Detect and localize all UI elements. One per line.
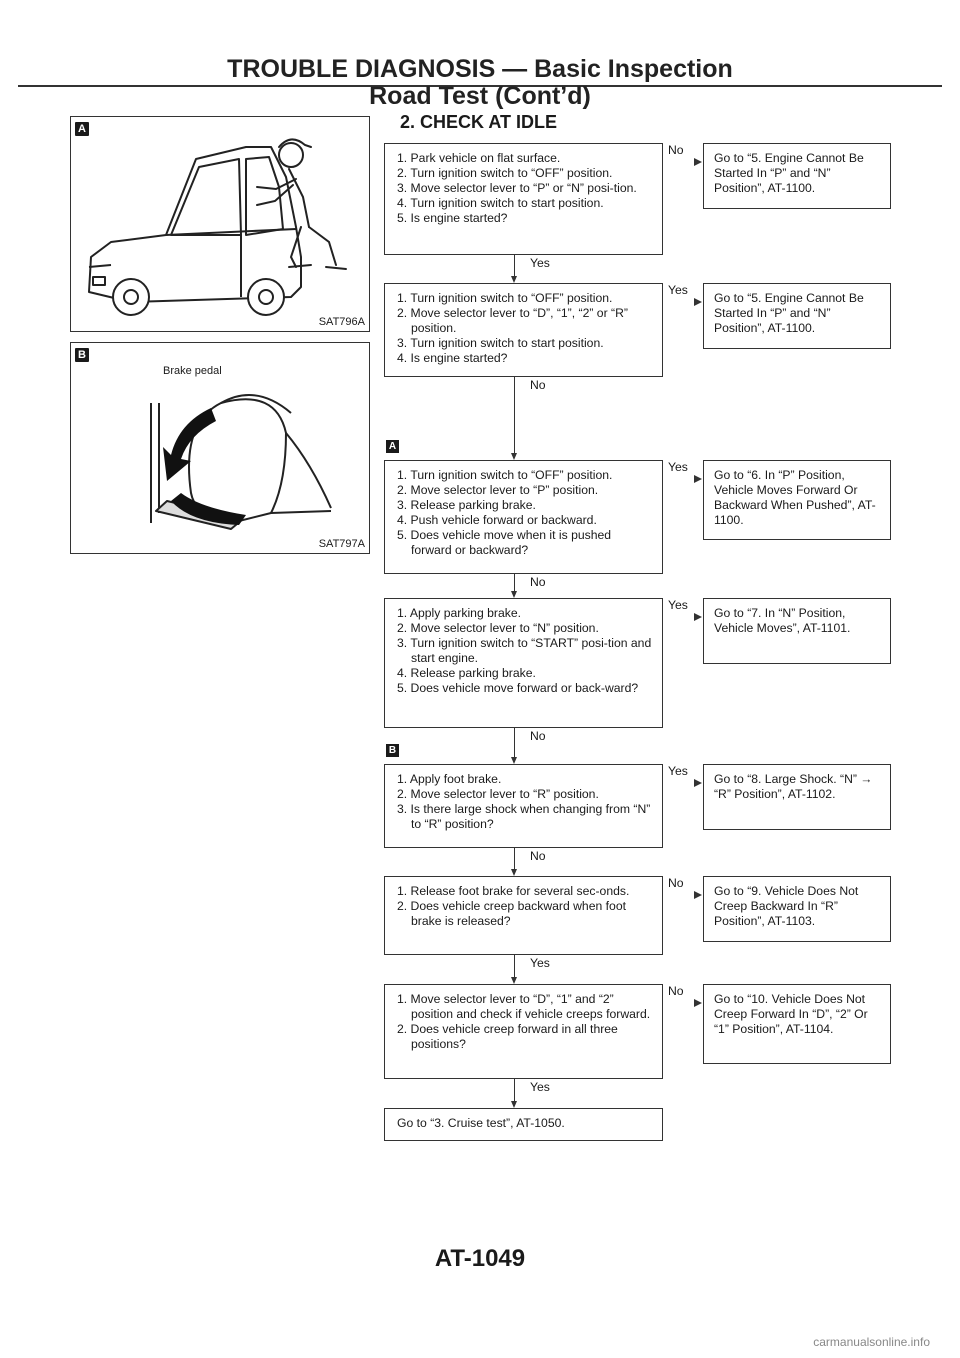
flow-step-line: 2. Move selector lever to “R” position. [397, 787, 599, 801]
flow-step-box [384, 283, 663, 377]
flow-connector-line [514, 377, 515, 454]
flow-down-arrow [511, 276, 517, 283]
flow-step-line: 5. Does vehicle move forward or back-ward? [397, 681, 639, 695]
flow-connector-line [514, 574, 515, 592]
figure-b-code: SAT797A [318, 538, 365, 550]
figure-a-code: SAT796A [318, 316, 365, 328]
flow-down-label: No [530, 849, 546, 863]
flow-step-line: 3. Is there large shock when changing from “N” to “R” position? [397, 802, 651, 831]
flow-result-box: Go to “5. Engine Cannot Be Started In “P” and “N” Position”, AT-1100. [703, 283, 891, 349]
flow-step-line: 4. Turn ignition switch to start position. [397, 196, 604, 210]
flow-result-box: Go to “5. Engine Cannot Be Started In “P” and “N” Position”, AT-1100. [703, 143, 891, 209]
brake-pedal-label: Brake pedal [163, 365, 222, 377]
flow-down-label: Yes [530, 256, 550, 270]
flow-connector-line [514, 848, 515, 870]
flow-down-arrow [511, 869, 517, 876]
flow-step-box [384, 984, 663, 1079]
header-title: TROUBLE DIAGNOSIS — Basic Inspection [227, 55, 733, 83]
flow-step-line: 2. Does vehicle creep backward when foot brake is released? [397, 899, 626, 928]
flow-side-label: Yes [668, 764, 688, 778]
flow-result-box: Go to “6. In “P” Position, Vehicle Moves Forward Or Backward When Pushed”, AT-1100. [703, 460, 891, 540]
figure-b [70, 342, 370, 554]
flow-step-box [384, 876, 663, 955]
flow-side-label: No [668, 876, 684, 890]
flow-step-line: 3. Turn ignition switch to “START” posi-tion and start engine. [397, 636, 652, 665]
flow-result-box: Go to “8. Large Shock. “N” → “R” Position”, AT-1102. [703, 764, 891, 830]
flow-step-line: 2. Turn ignition switch to “OFF” position. [397, 166, 613, 180]
flow-result-box: Go to “10. Vehicle Does Not Creep Forward In “D”, “2” Or “1” Position”, AT-1104. [703, 984, 891, 1064]
site-watermark: carmanualsonline.info [813, 1335, 930, 1349]
flow-side-label: Yes [668, 460, 688, 474]
flow-step-line: 4. Push vehicle forward or backward. [397, 513, 597, 527]
flow-step-line: 1. Release foot brake for several sec-onds. [397, 884, 630, 898]
flow-side-arrow [694, 298, 702, 306]
flow-down-label: Yes [530, 956, 550, 970]
flow-connector-line [514, 728, 515, 758]
page-number: AT-1049 [434, 1245, 526, 1272]
flow-connector-line [514, 255, 515, 277]
flow-side-arrow [694, 613, 702, 621]
flow-step-box [384, 764, 663, 848]
flow-down-label: No [530, 378, 546, 392]
flow-step-line: 2. Does vehicle creep forward in all three positions? [397, 1022, 618, 1051]
flow-step-line: 4. Release parking brake. [397, 666, 536, 680]
flow-side-arrow [694, 779, 702, 787]
figure-a-tag: A [75, 122, 89, 136]
flow-down-label: Yes [530, 1080, 550, 1094]
figure-b-tag: B [75, 348, 89, 362]
flow-down-arrow [511, 591, 517, 598]
flow-step-line: 1. Move selector lever to “D”, “1” and “2” position and check if vehicle creeps forward. [397, 992, 651, 1021]
flow-step-line: 2. Move selector lever to “N” position. [397, 621, 599, 635]
flow-step-line: 5. Is engine started? [397, 211, 508, 225]
flow-down-arrow [511, 977, 517, 984]
flow-step-line: 2. Move selector lever to “D”, “1”, “2” or “R” position. [397, 306, 628, 335]
flow-figure-tag: A [386, 440, 399, 453]
flow-down-arrow [511, 453, 517, 460]
flow-step-line: 1. Park vehicle on flat surface. [397, 151, 561, 165]
flow-step-box [384, 143, 663, 255]
flow-side-label: No [668, 984, 684, 998]
flow-down-label: No [530, 575, 546, 589]
flow-step-line: 3. Turn ignition switch to start position. [397, 336, 604, 350]
flow-step-line: 5. Does vehicle move when it is pushed forward or backward? [397, 528, 612, 557]
flow-connector-line [514, 955, 515, 978]
flow-step-line: 1. Apply parking brake. [397, 606, 521, 620]
flow-connector-line [514, 1079, 515, 1102]
section-title: 2. CHECK AT IDLE [400, 112, 558, 132]
flow-side-arrow [694, 999, 702, 1007]
flow-down-arrow [511, 1101, 517, 1108]
header-subtitle: Road Test (Cont’d) [369, 82, 591, 110]
flow-side-arrow [694, 158, 702, 166]
final-step: Go to “3. Cruise test”, AT-1050. [384, 1108, 663, 1141]
flow-step-line: 2. Move selector lever to “P” position. [397, 483, 599, 497]
flow-step-line: 1. Turn ignition switch to “OFF” position. [397, 468, 613, 482]
flow-step-box [384, 598, 663, 728]
flow-step-line: 4. Is engine started? [397, 351, 508, 365]
flow-side-arrow [694, 891, 702, 899]
flow-side-label: Yes [668, 598, 688, 612]
flow-step-line: 1. Apply foot brake. [397, 772, 502, 786]
flow-result-box: Go to “9. Vehicle Does Not Creep Backward In “R” Position”, AT-1103. [703, 876, 891, 942]
flow-step-line: 1. Turn ignition switch to “OFF” position. [397, 291, 613, 305]
flow-down-label: No [530, 729, 546, 743]
person-pushing-car-illustration [71, 117, 369, 331]
flow-down-arrow [511, 757, 517, 764]
figure-a [70, 116, 370, 332]
flow-step-line: 3. Release parking brake. [397, 498, 536, 512]
flow-figure-tag: B [386, 744, 399, 757]
flow-result-box: Go to “7. In “N” Position, Vehicle Moves”, AT-1101. [703, 598, 891, 664]
flow-side-label: Yes [668, 283, 688, 297]
flow-side-label: No [668, 143, 684, 157]
flow-side-arrow [694, 475, 702, 483]
flow-step-line: 3. Move selector lever to “P” or “N” posi-tion. [397, 181, 637, 195]
foot-on-brake-pedal-illustration [71, 343, 369, 553]
flow-step-box [384, 460, 663, 574]
